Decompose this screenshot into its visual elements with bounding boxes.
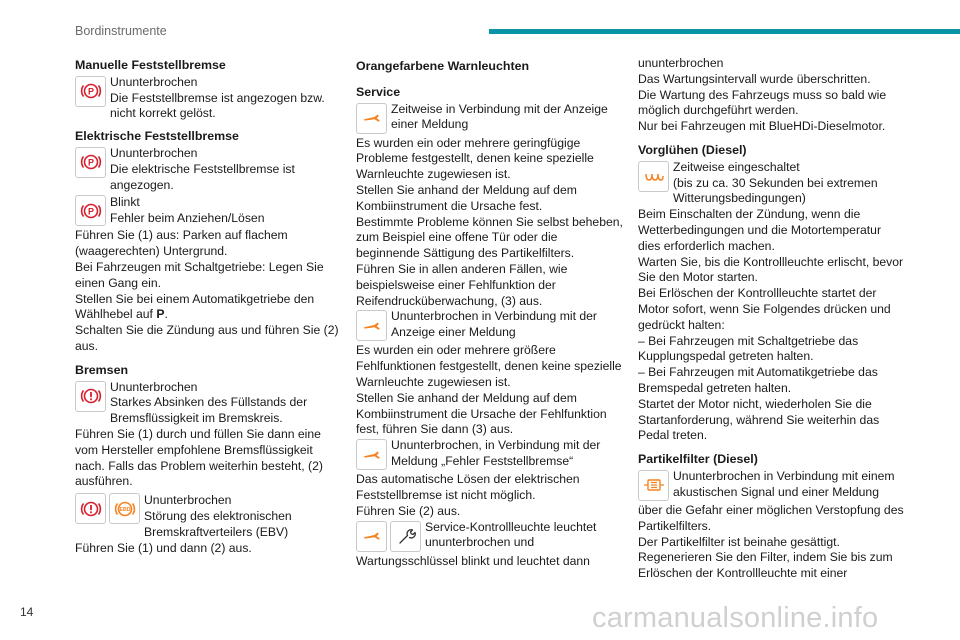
paragraph: Führen Sie (1) und dann (2) aus. xyxy=(75,540,252,555)
service-wrench-icon xyxy=(356,103,387,134)
list-item: – Bei Fahrzeugen mit Automatikgetriebe das Bremspedal getreten halten. xyxy=(638,365,878,395)
header-accent-bar xyxy=(489,29,960,34)
paragraph: Wartungsschlüssel blinkt und leuchtet dann xyxy=(356,553,590,568)
ebd-warning-icon xyxy=(109,493,140,524)
paragraph: Die Wartung des Fahrzeugs muss so bald wie möglich durchgeführt werden. xyxy=(638,87,887,118)
text-line: Ununterbrochen in Verbindung mit einem akustischen Signal und einer Meldung xyxy=(673,468,895,499)
paragraph: Führen Sie (2) aus. xyxy=(356,503,461,518)
paragraph: Führen Sie (1) durch und füllen Sie dann eine vom Hersteller empfohlene Bremsflüssigkeit nach. Falls das Problem weiterhin besteht, (2) ausführen. xyxy=(75,426,323,489)
watermark: carmanualsonline.info xyxy=(592,602,879,634)
text-line: Service-Kontrollleuchte leuchtet ununterbrochen und xyxy=(425,519,597,550)
text-line: (bis zu ca. 30 Sekunden bei extremen Witterungsbedingungen) xyxy=(673,175,878,206)
text-line: Fehler beim Anziehen/Lösen xyxy=(110,211,265,226)
parking-brake-icon xyxy=(75,195,106,226)
parking-brake-icon xyxy=(75,76,106,107)
list-item: – Bei Fahrzeugen mit Schaltgetriebe das Kupplungspedal getreten halten. xyxy=(638,333,859,364)
paragraph: Führen Sie in allen anderen Fällen, wie beispielsweise einer Fehlfunktion der Reifendrucküberwachung, (3) aus. xyxy=(356,261,568,308)
ebd-label: EBD xyxy=(119,506,130,513)
particle-filter-icon xyxy=(638,470,669,501)
text-line: Starkes Absinken des Füllstands der Bremsflüssigkeit im Bremskreis. xyxy=(110,395,308,426)
heading-glow-plugs: Vorglühen (Diesel) xyxy=(638,142,747,157)
maintenance-spanner-icon xyxy=(390,521,421,552)
parking-brake-icon xyxy=(75,147,106,178)
paragraph: Nur bei Fahrzeugen mit BlueHDi-Dieselmotor. xyxy=(638,119,886,134)
text-line: Ununterbrochen xyxy=(110,379,198,394)
svg-text:P: P xyxy=(87,206,94,217)
glow-plug-icon xyxy=(638,161,669,192)
page-number: 14 xyxy=(20,605,34,619)
text-line: Zeitweise eingeschaltet xyxy=(673,159,800,174)
heading-service: Service xyxy=(356,84,401,99)
text-line: Ununterbrochen in Verbindung mit der Anzeige einer Meldung xyxy=(391,309,597,340)
paragraph: Das automatische Lösen der elektrischen Feststellbremse ist nicht möglich. xyxy=(356,472,580,502)
paragraph: Regenerieren Sie den Filter, indem Sie bis zum Erlöschen der Kontrollleuchte mit einer xyxy=(638,550,893,581)
paragraph: Warten Sie, bis die Kontrollleuchte erlischt, bevor Sie den Motor starten. xyxy=(638,254,904,285)
brake-warning-icon xyxy=(75,381,106,412)
heading-electric-parking-brake: Elektrische Feststellbremse xyxy=(75,129,239,144)
svg-text:P: P xyxy=(87,157,94,168)
paragraph: über die Gefahr einer möglichen Verstopfung des Partikelfilters. xyxy=(638,502,904,533)
paragraph: Stellen Sie anhand der Meldung auf dem Kombiinstrument die Ursache der Fehlfunktion fest, führen Sie dann (3) aus. xyxy=(356,390,607,437)
paragraph: Das Wartungsintervall wurde überschritten. xyxy=(638,71,871,86)
paragraph: Es wurden ein oder mehrere geringfügige Probleme festgestellt, denen keine spezielle Warnleuchte zugewiesen ist. xyxy=(356,135,594,182)
service-wrench-icon xyxy=(356,521,387,552)
text-line: Ununterbrochen xyxy=(110,145,198,160)
text-line: Die Feststellbremse ist angezogen bzw. nicht korrekt gelöst. xyxy=(110,90,325,121)
text-line: Blinkt xyxy=(110,195,140,210)
paragraph: Der Partikelfilter ist beinahe gesättigt. xyxy=(638,534,840,549)
text-line: Ununterbrochen xyxy=(144,493,232,508)
heading-particle-filter: Partikelfilter (Diesel) xyxy=(638,452,758,467)
paragraph: ununterbrochen xyxy=(638,56,724,70)
paragraph: Beim Einschalten der Zündung, wenn die Wetterbedingungen und die Motortemperatur dies erforderlich machen. xyxy=(638,207,881,253)
service-wrench-icon xyxy=(356,310,387,341)
header-title: Bordinstrumente xyxy=(75,24,167,38)
paragraph: Bei Fahrzeugen mit Schaltgetriebe: Legen Sie einen Gang ein. xyxy=(75,259,324,290)
text-line: Ununterbrochen, in Verbindung mit der Meldung „Fehler Feststellbremse“ xyxy=(391,438,601,468)
brake-warning-icon xyxy=(75,493,106,524)
column-middle xyxy=(356,52,624,569)
paragraph: Stellen Sie bei einem Automatikgetriebe den Wählhebel auf P. xyxy=(75,291,315,322)
text-line: Zeitweise in Verbindung mit der Anzeige einer Meldung xyxy=(391,101,608,132)
paragraph: Bei Erlöschen der Kontrollleuchte startet der Motor sofort, wenn Sie Folgendes drücken und gedrückt halten: xyxy=(638,286,891,332)
paragraph: Stellen Sie anhand der Meldung auf dem Kombiinstrument die Ursache fest. xyxy=(356,182,577,213)
paragraph: Es wurden ein oder mehrere größere Fehlfunktionen festgestellt, denen keine spezielle Warnleuchte zugewiesen ist. xyxy=(356,343,622,389)
text-line: Die elektrische Feststellbremse ist angezogen. xyxy=(110,161,295,192)
text-line: Störung des elektronischen Bremskraftverteilers (EBV) xyxy=(144,508,292,539)
paragraph: Bestimmte Probleme können Sie selbst beheben, zum Beispiel eine offene Tür oder die beginnende Sättigung des Partikelfilters. xyxy=(356,214,623,261)
text-line: Ununterbrochen xyxy=(110,74,198,89)
svg-text:P: P xyxy=(87,86,94,97)
heading-orange-warning-lights: Orangefarbene Warnleuchten xyxy=(356,59,530,73)
heading-manual-parking-brake: Manuelle Feststellbremse xyxy=(75,58,226,72)
service-wrench-icon xyxy=(356,439,387,470)
paragraph: Führen Sie (1) aus: Parken auf flachem (waagerechten) Untergrund. xyxy=(75,228,288,259)
paragraph: Schalten Sie die Zündung aus und führen Sie (2) aus. xyxy=(75,323,339,353)
column-right xyxy=(638,52,906,582)
heading-brakes: Bremsen xyxy=(75,362,129,377)
column-left xyxy=(75,52,343,556)
paragraph: Startet der Motor nicht, wiederholen Sie die Startanforderung, während Sie weiterhin das Pedal treten. xyxy=(638,396,880,443)
